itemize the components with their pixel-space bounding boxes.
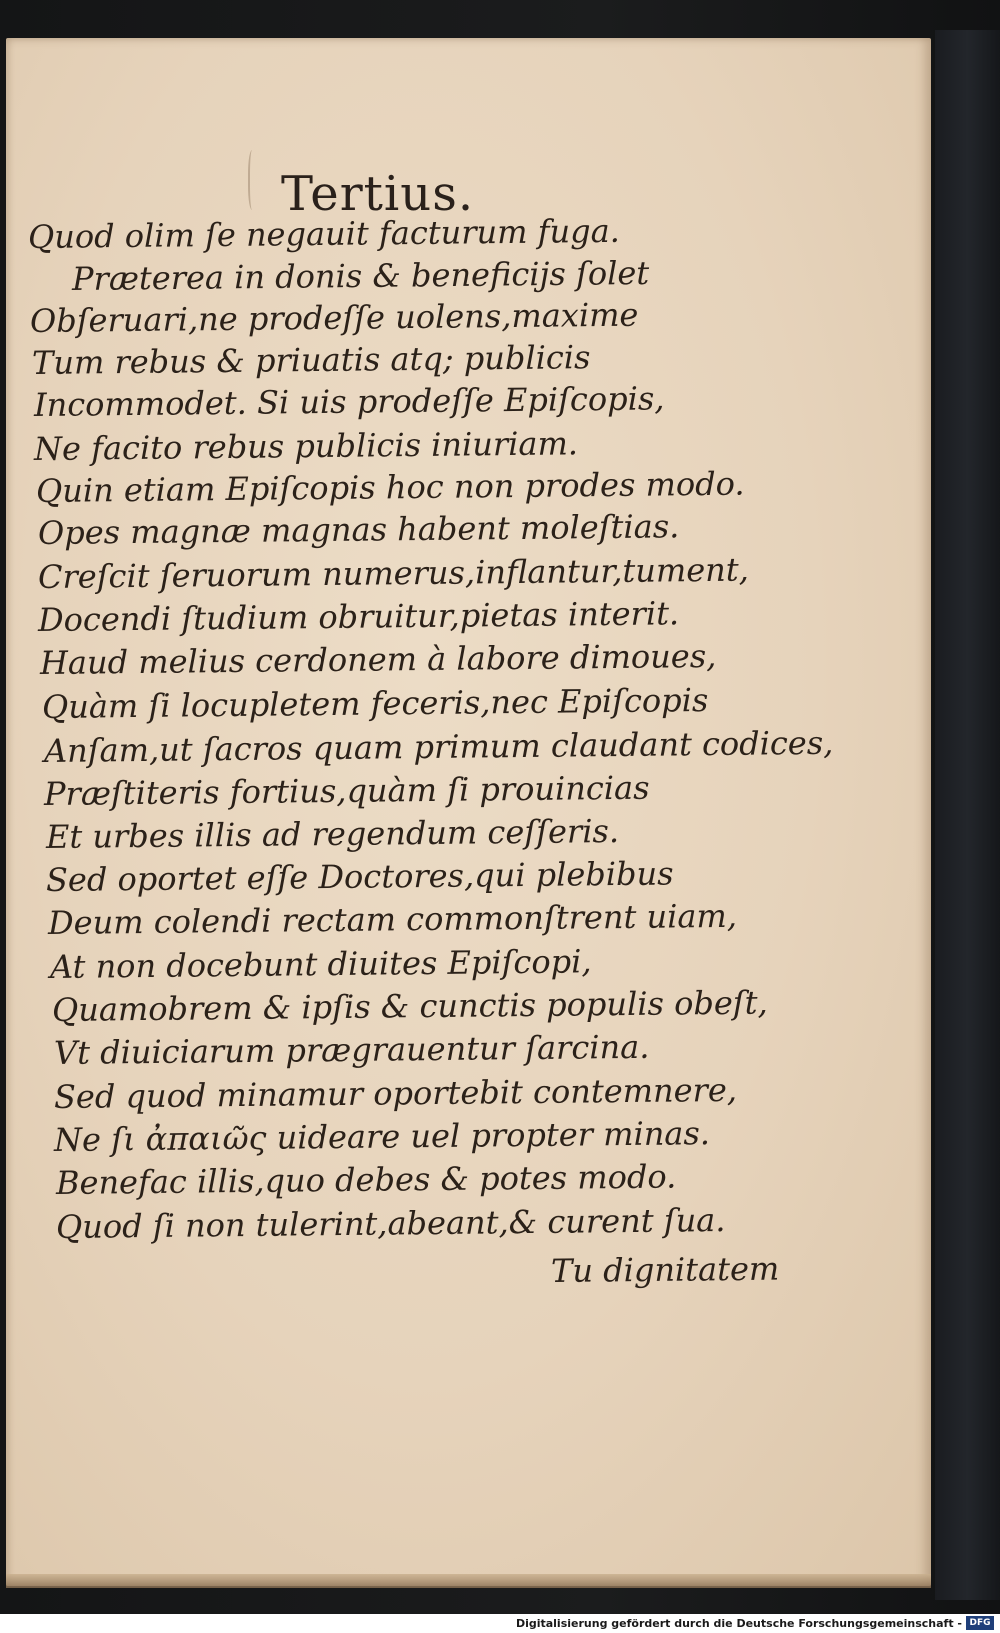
verse-line: Præſtiteris fortius,quàm ſi prouincias	[43, 768, 650, 813]
verse-line: Quàm ſi locupletem feceris,nec Epiſcopis	[41, 681, 709, 726]
verse-text	[6, 38, 931, 1586]
verse-line: Quamobrem & ipſis & cunctis populis obeſt,	[51, 983, 768, 1029]
verse-line: Creſcit ſeruorum numerus,inflantur,tument,	[37, 550, 749, 596]
catchword: Tu dignitatem	[550, 1249, 780, 1290]
page-edge	[6, 1574, 931, 1588]
verse-line: Præterea in donis & beneficijs ſolet	[71, 253, 650, 298]
verse-line: Anſam,ut ſacros quam primum claudant codices,	[43, 723, 834, 770]
verse-line: Benefac illis,quo debes & potes modo.	[55, 1157, 677, 1202]
page-header: Tertius.	[281, 166, 475, 222]
verse-line: Tum rebus & priuatis atq; publicis	[31, 338, 591, 382]
verse-line: Quod ſi non tulerint,abeant,& curent ſua.	[55, 1200, 726, 1246]
verse-line: Ne ſι ἀπαιῶς uideare uel propter minas.	[53, 1114, 711, 1159]
verse-line: Opes magnæ magnas habent moleſtias.	[37, 507, 680, 552]
verse-line: Sed quod minamur oportebit contemnere,	[53, 1070, 738, 1116]
dfg-logo: DFG	[966, 1616, 994, 1630]
book-cover-edge	[935, 30, 1000, 1600]
verse-line: Quin etiam Epiſcopis hoc non prodes modo.	[35, 464, 745, 510]
verse-line: Vt diuiciarum prægrauentur ſarcina.	[53, 1027, 650, 1072]
verse-line: Haud melius cerdonem à labore dimoues,	[39, 636, 717, 682]
verse-line: Sed oportet eſſe Doctores,qui plebibus	[45, 854, 674, 899]
verse-line: Ne facito rebus publicis iniuriam.	[33, 424, 579, 468]
verse-line: Deum colendi rectam commonſtrent uiam,	[47, 896, 738, 942]
verse-line: Obſeruari,ne prodeſſe uolens,maxime	[29, 295, 639, 340]
verse-line: Et urbes illis ad regendum ceſſeris.	[45, 812, 620, 856]
verse-line: Incommodet. Si uis prodeſſe Epiſcopis,	[33, 379, 665, 424]
verse-line: At non docebunt diuites Epiſcopi,	[49, 942, 592, 986]
verse-line: Docendi ſtudium obruitur,pietas interit.	[37, 594, 680, 639]
book-page	[6, 38, 931, 1586]
footer-credit: Digitalisierung gefördert durch die Deutsche Forschungsgemeinschaft -	[515, 1617, 962, 1630]
verse-line: Quod olim ſe negauit facturum fuga.	[27, 211, 621, 256]
